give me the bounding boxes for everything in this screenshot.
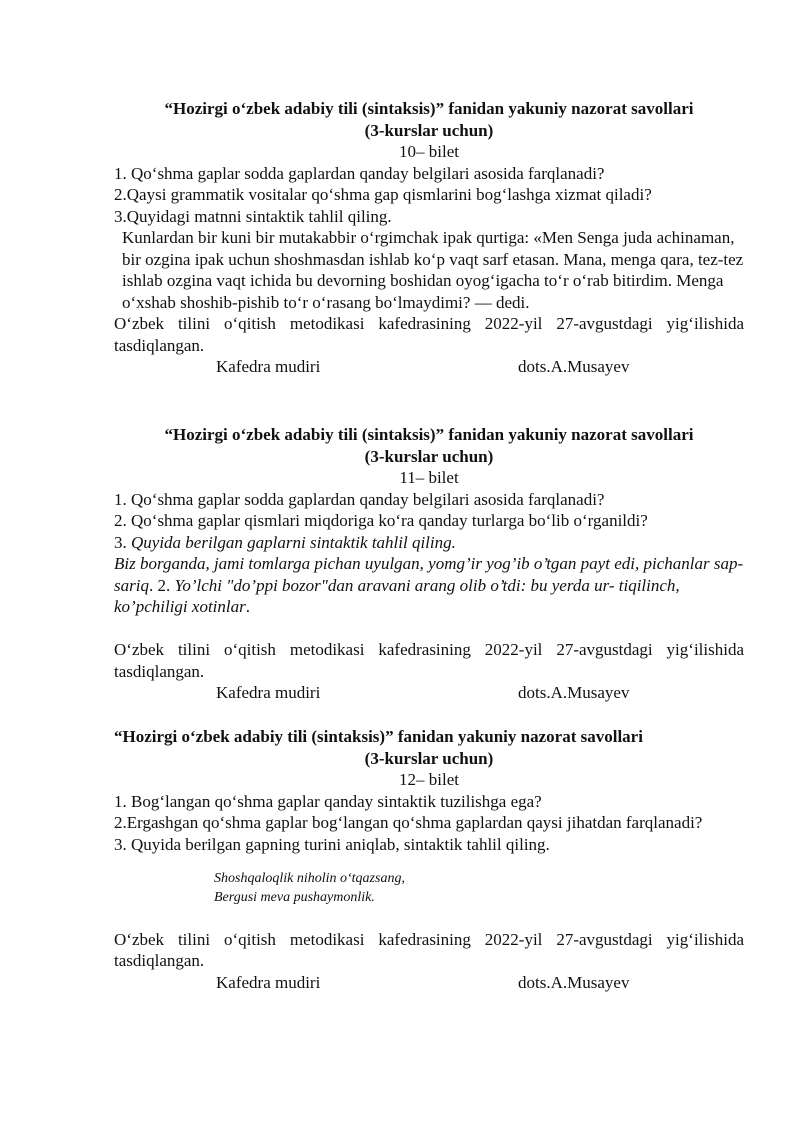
ticket-subtitle: (3-kurslar uchun) xyxy=(364,446,494,466)
signature-line xyxy=(114,682,744,704)
ticket-12 xyxy=(114,726,744,993)
question-2: 2.Ergashgan qo‘shma gaplar bog‘langan qo‘shma gaplardan qaysi jihatdan farqlanadi? xyxy=(114,813,703,832)
signature-role: Kafedra mudiri xyxy=(216,683,321,702)
signature-name: dots.A.Musayev xyxy=(518,683,630,702)
ticket-subtitle: (3-kurslar uchun) xyxy=(364,120,494,140)
ticket-number: 12– bilet xyxy=(399,770,459,789)
ticket-title: “Hozirgi o‘zbek adabiy tili (sintaksis)” fanidan yakuniy nazorat savollari xyxy=(164,425,694,444)
question-3 xyxy=(114,532,744,554)
question-2: 2. Qo‘shma gaplar qismlari miqdoriga ko‘ra qanday turlarga bo‘lib o‘rganildi? xyxy=(114,511,648,530)
question-3: 3.Quyidagi matnni sintaktik tahlil qiling. xyxy=(114,206,392,226)
ticket-number: 10– bilet xyxy=(399,142,459,161)
example-sentence-2: Yo’lchi "do’ppi bozor"dan aravani arang olib o’tdi: bu yerda ur- tiqilinch, ko’pchiligi xotinlar xyxy=(114,575,680,616)
example-end: . xyxy=(245,597,250,616)
analysis-passage: Kunlardan bir kuni bir mutakabbir o‘rgimchak ipak qurtiga: «Men Senga juda achinaman, bir ozgina ipak uchun shoshmasdan ishlab ko‘p vaqt sarf etasan. Mana, menga qara, tez-tez ishlab ozgina vaqt ichida bu devorning boshidan oyog‘igacha to‘r o‘rab bitirdim. Menga o‘xshab shoshib-pishib to‘r o‘rasang bo‘lmaydimi? — dedi. xyxy=(122,228,744,312)
ticket-10 xyxy=(114,98,744,378)
signature-role: Kafedra mudiri xyxy=(216,357,321,376)
approval-note: O‘zbek tilini o‘qitish metodikasi kafedrasining 2022-yil 27-avgustdagi yig‘ilishida tasdiqlangan. xyxy=(114,640,744,681)
signature-role: Kafedra mudiri xyxy=(216,972,321,992)
poem-excerpt xyxy=(214,869,744,907)
poem-line: Bergusi meva pushaymonlik. xyxy=(214,890,375,905)
example-sentence-1: Biz borganda, jami tomlarga pichan uyulgan, yomg’ir yog’ib o’tgan payt edi, pichanlar sap-sariq xyxy=(114,554,744,595)
example-separator: . 2. xyxy=(148,575,175,595)
poem-line: Shoshqaloqlik niholin o‘tqazsang, xyxy=(214,871,405,886)
question-3-text: Quyida berilgan gaplarni sintaktik tahlil qiling. xyxy=(131,532,456,552)
question-3: 3. Quyida berilgan gapning turini aniqlab, sintaktik tahlil qiling. xyxy=(114,834,550,854)
example-sentences xyxy=(114,553,744,618)
ticket-title: “Hozirgi o‘zbek adabiy tili (sintaksis)” fanidan yakuniy nazorat savollari xyxy=(164,99,694,118)
question-3-number: 3. xyxy=(114,532,131,552)
ticket-11 xyxy=(114,424,744,704)
ticket-subtitle: (3-kurslar uchun) xyxy=(364,748,494,768)
question-1: 1. Qo‘shma gaplar sodda gaplardan qanday belgilari asosida farqlanadi? xyxy=(114,163,605,183)
ticket-title: “Hozirgi o‘zbek adabiy tili (sintaksis)” fanidan yakuniy nazorat savollari xyxy=(114,727,643,746)
signature-name: dots.A.Musayev xyxy=(518,357,630,376)
ticket-number: 11– bilet xyxy=(399,468,459,487)
approval-note: O‘zbek tilini o‘qitish metodikasi kafedrasining 2022-yil 27-avgustdagi yig‘ilishida tasdiqlangan. xyxy=(114,929,744,970)
question-1: 1. Bog‘langan qo‘shma gaplar qanday sintaktik tuzilishga ega? xyxy=(114,791,542,811)
question-1: 1. Qo‘shma gaplar sodda gaplardan qanday belgilari asosida farqlanadi? xyxy=(114,489,605,509)
approval-note: O‘zbek tilini o‘qitish metodikasi kafedrasining 2022-yil 27-avgustdagi yig‘ilishida tasdiqlangan. xyxy=(114,314,744,355)
signature-line xyxy=(114,972,744,994)
question-2: 2.Qaysi grammatik vositalar qo‘shma gap qismlarini bog‘lashga xizmat qiladi? xyxy=(114,185,652,204)
signature-name: dots.A.Musayev xyxy=(518,972,630,992)
signature-line xyxy=(114,356,744,378)
